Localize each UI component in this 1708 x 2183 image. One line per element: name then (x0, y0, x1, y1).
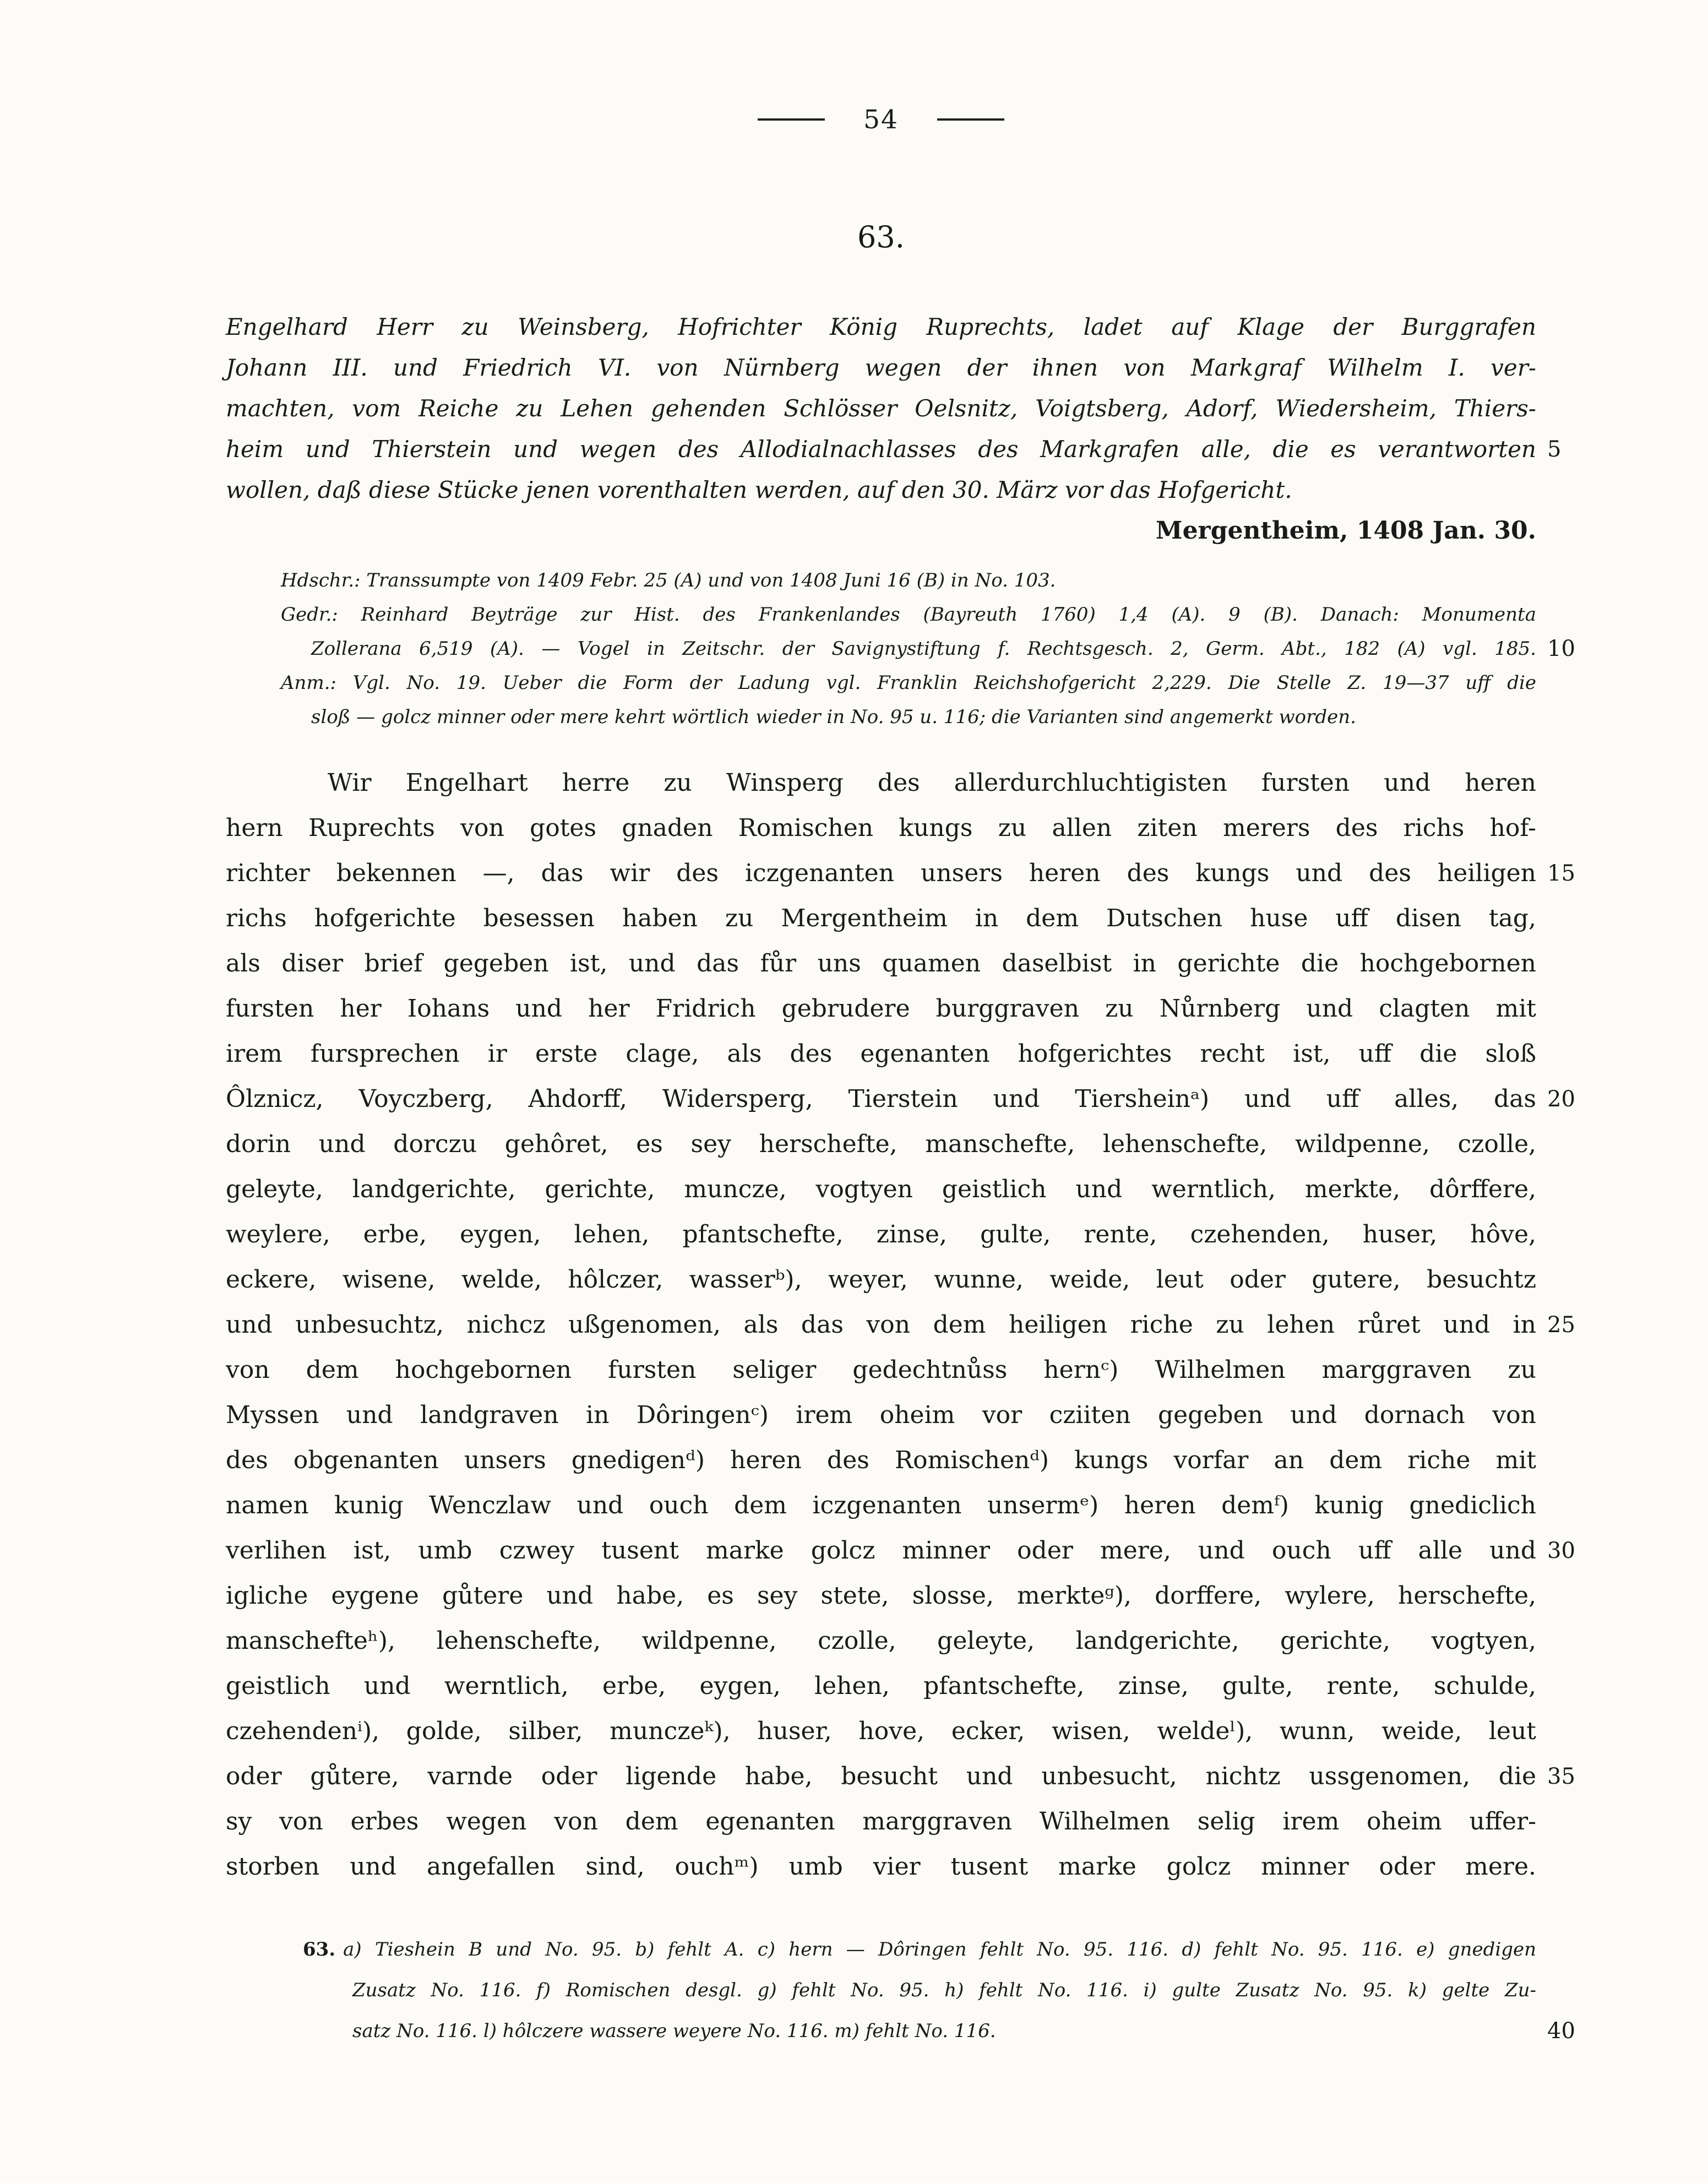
margin-line-number: 20 (1547, 1087, 1575, 1112)
body-line-text: richter bekennen —, das wir des iczgenanten unsers heren des kungs und des heiligen (226, 859, 1536, 887)
body-line (226, 1348, 1536, 1393)
body-line (226, 1077, 1575, 1122)
apparatus-line-gedr-cont (281, 632, 1575, 666)
apparatus-line-gedr (281, 598, 1536, 632)
body-line (226, 941, 1536, 986)
regest-line (226, 470, 1536, 511)
regest-line-text: Johann III. und Friedrich VI. von Nürnberg wegen der ihnen von Markgraf Wilhelm I. ver- (226, 354, 1536, 381)
body-line-text: sy von erbes wegen von dem egenanten marggraven Wilhelmen selig irem oheim uffer- (226, 1807, 1536, 1836)
body-line (226, 1031, 1536, 1077)
body-line-text: richs hofgerichte besessen haben zu Mergentheim in dem Dutschen huse uff disen tag, (226, 904, 1536, 932)
body-line-text: oder gůtere, varnde oder ligende habe, besucht und unbesucht, nichtz ussgenomen, die (226, 1762, 1536, 1790)
body-line-text: als diser brief gegeben ist, und das fůr uns quamen daselbist in gerichte die hochgebornen (226, 949, 1536, 978)
body-line (226, 1754, 1575, 1799)
apparatus-line-text: Anm.: Vgl. No. 19. Ueber die Form der Ladung vgl. Franklin Reichshofgericht 2,229. Die Stelle Z. 19—37 uff die (281, 672, 1536, 694)
body-line (226, 1799, 1536, 1844)
body-line-text: namen kunig Wenczlaw und ouch dem iczgenanten unsermᵉ) heren demᶠ) kunig gnediclich (226, 1491, 1536, 1519)
regest-line (226, 388, 1536, 429)
body-line-text: Ôlznicz, Voyczberg, Ahdorff, Widersperg, Tierstein und Tiersheinᵃ) und uff alles, das (226, 1085, 1536, 1113)
regest-line-text: heim und Thierstein und wegen des Allodialnachlasses des Markgrafen alle, die es verantworten (226, 436, 1536, 463)
document-number: 63. (857, 220, 905, 254)
footnote-line (303, 1970, 1536, 2011)
footnote-line-text: a) Tieshein B und No. 95. b) fehlt A. c) hern — Dôringen fehlt No. 95. 116. d) fehlt No. 95. 116. e) gnedigen (343, 1938, 1536, 1961)
body-line (226, 1122, 1536, 1167)
body-line-text: und unbesuchtz, nichcz ußgenomen, als das von dem heiligen riche zu lehen růret und in (226, 1311, 1536, 1339)
body-line (226, 1664, 1536, 1709)
regest-section (226, 307, 1562, 511)
margin-line-number: 15 (1547, 861, 1575, 886)
body-line-text: eckere, wisene, welde, hôlczer, wasserᵇ), weyer, wunne, weide, leut oder gutere, besuchtz (226, 1266, 1536, 1294)
body-line (226, 1528, 1575, 1573)
regest-line (226, 347, 1536, 388)
footnote-line-text: satz No. 116. l) hôlczere wassere weyere No. 116. m) fehlt No. 116. (352, 2020, 996, 2042)
margin-line-number: 35 (1547, 1764, 1575, 1789)
apparatus-line-text: Zollerana 6,519 (A). — Vogel in Zeitschr. der Savignystiftung f. Rechtsgesch. 2, Germ. Abt., 182 (A) vgl. 185. (311, 638, 1536, 660)
main-text-section (226, 761, 1575, 1889)
footnote-document-marker: 63. (303, 1938, 336, 1961)
body-line-text: Myssen und landgraven in Dôringenᶜ) irem oheim vor cziiten gegeben und dornach von (226, 1401, 1536, 1429)
regest-line (226, 429, 1562, 470)
body-line (226, 1212, 1536, 1257)
margin-line-number: 30 (1547, 1538, 1575, 1563)
body-line (226, 1393, 1536, 1438)
regest-line-text: Engelhard Herr zu Weinsberg, Hofrichter König Ruprechts, ladet auf Klage der Burggrafen (226, 313, 1536, 340)
body-line (226, 1483, 1536, 1528)
body-line-text: storben und angefallen sind, ouchᵐ) umb vier tusent marke golcz minner oder mere. (226, 1853, 1536, 1881)
margin-line-number: 40 (1547, 2018, 1575, 2044)
dateline: Mergentheim, 1408 Jan. 30. (1155, 517, 1536, 545)
body-line (226, 1438, 1536, 1483)
body-line-text: weylere, erbe, eygen, lehen, pfantschefte, zinse, gulte, rente, czehenden, huser, hôve, (226, 1220, 1536, 1248)
regest-line (226, 307, 1536, 347)
margin-line-number: 25 (1547, 1312, 1575, 1338)
body-line-text: hern Ruprechts von gotes gnaden Romischen kungs zu allen ziten merers des richs hof- (226, 814, 1536, 842)
body-line (226, 1167, 1536, 1212)
apparatus-line-hdschr (281, 563, 1536, 598)
body-line-text: irem fursprechen ir erste clage, als des egenanten hofgerichtes recht ist, uff die sloß (226, 1040, 1536, 1068)
body-line-text: Wir Engelhart herre zu Winsperg des allerdurchluchtigisten fursten und heren (328, 769, 1536, 797)
body-line-text: igliche eygene gůtere und habe, es sey stete, slosse, merkteᵍ), dorffere, wylere, herschefte, (226, 1582, 1536, 1610)
body-line-text: verlihen ist, umb czwey tusent marke golcz minner oder mere, und ouch uff alle und (226, 1536, 1536, 1565)
body-line-text: geistlich und werntlich, erbe, eygen, lehen, pfantschefte, zinse, gulte, rente, schulde, (226, 1672, 1536, 1700)
body-line-text: von dem hochgebornen fursten seliger gedechtnůss hernᶜ) Wilhelmen marggraven zu (226, 1356, 1536, 1384)
apparatus-line-text: Gedr.: Reinhard Beyträge zur Hist. des Frankenlandes (Bayreuth 1760) 1,4 (A). 9 (B). Danach: Monumenta (281, 604, 1536, 626)
body-line (226, 761, 1536, 806)
body-line-text: geleyte, landgerichte, gerichte, muncze, vogtyen geistlich und werntlich, merkte, dôrffere, (226, 1175, 1536, 1203)
regest-line-text: machten, vom Reiche zu Lehen gehenden Schlösser Oelsnitz, Voigtsberg, Adorf, Wiedersheim, Thiers- (226, 395, 1536, 422)
apparatus-line-anm (281, 666, 1536, 700)
body-line-text: fursten her Iohans und her Fridrich gebrudere burggraven zu Nůrnberg und clagten mit (226, 995, 1536, 1023)
body-line-text: des obgenanten unsers gnedigenᵈ) heren des Romischenᵈ) kungs vorfar an dem riche mit (226, 1446, 1536, 1474)
header-rule-left (758, 118, 825, 121)
body-line (226, 806, 1536, 851)
footnotes-section (303, 1929, 1575, 2051)
apparatus-line-anm-cont (281, 700, 1536, 734)
apparatus-line-text: sloß — golcz minner oder mere kehrt wörtlich wieder in No. 95 u. 116; die Varianten sind angemerkt worden. (311, 706, 1356, 728)
body-line-text: czehendenⁱ), golde, silber, munczeᵏ), huser, hove, ecker, wisen, weldeˡ), wunn, weide, leut (226, 1717, 1536, 1745)
body-line (226, 1257, 1536, 1302)
body-line-text: dorin und dorczu gehôret, es sey herschefte, manschefte, lehenschefte, wildpenne, czolle, (226, 1130, 1536, 1158)
body-line (226, 1844, 1536, 1889)
footnote-line-text: Zusatz No. 116. f) Romischen desgl. g) fehlt No. 95. h) fehlt No. 116. i) gulte Zusatz No. 95. k) gelte Zu- (352, 1979, 1536, 2001)
text-column (226, 0, 1575, 2051)
header-rule-right (937, 118, 1004, 121)
body-line (226, 1302, 1575, 1348)
body-line (226, 986, 1536, 1031)
body-line (226, 1709, 1536, 1754)
page-number: 54 (863, 104, 899, 135)
body-line (226, 1619, 1536, 1664)
apparatus-line-text: Hdschr.: Transsumpte von 1409 Febr. 25 (A) und von 1408 Juni 16 (B) in No. 103. (281, 569, 1056, 591)
body-line (226, 896, 1536, 941)
footnote-line (303, 2011, 1575, 2051)
page-header (226, 102, 1536, 137)
body-line-text: manschefteʰ), lehenschefte, wildpenne, czolle, geleyte, landgerichte, gerichte, vogtyen, (226, 1627, 1536, 1655)
footnote-line (303, 1929, 1536, 1970)
apparatus-section (281, 563, 1575, 734)
body-line (226, 1573, 1536, 1619)
body-line (226, 851, 1575, 896)
regest-line-text: wollen, daß diese Stücke jenen vorenthalten werden, auf den 30. März vor das Hofgericht. (226, 476, 1292, 503)
margin-line-number: 5 (1547, 437, 1562, 462)
margin-line-number: 10 (1547, 636, 1575, 661)
